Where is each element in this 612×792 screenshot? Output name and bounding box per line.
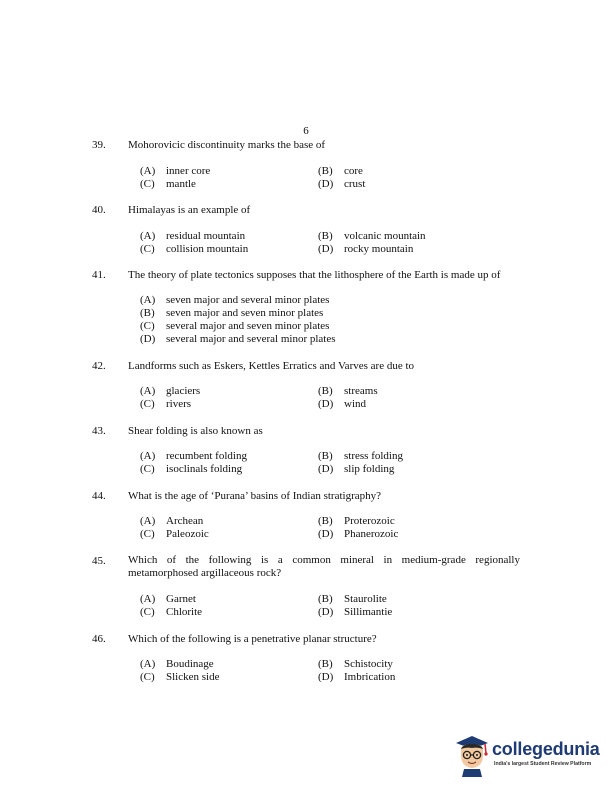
graduate-face-icon <box>452 733 492 777</box>
option-b: (B) streams <box>318 385 378 397</box>
option-b: (B) volcanic mountain <box>318 230 426 242</box>
option-c: (C) isoclinals folding <box>140 463 243 475</box>
logo-wordmark: collegedunia <box>492 739 600 759</box>
option-b: (B) Schistocity <box>318 658 393 670</box>
option-a: (A) residual mountain <box>140 230 246 242</box>
question-46 <box>92 632 522 683</box>
logo-tagline: India's largest Student Review Platform <box>494 761 592 767</box>
page-number: 6 <box>303 125 309 137</box>
option-a: (A) inner core <box>140 165 211 177</box>
option-c: (C) Chlorite <box>140 606 203 618</box>
collegedunia-logo <box>452 733 602 777</box>
question-text: Landforms such as Eskers, Kettles Erratics and Varves are due to <box>128 360 415 372</box>
question-number: 39. <box>92 139 106 151</box>
option-d: (D) Phanerozoic <box>318 528 399 540</box>
option-d: (D) slip folding <box>318 463 395 475</box>
question-41 <box>92 268 522 345</box>
question-number: 44. <box>92 490 106 502</box>
option-c: (C) collision mountain <box>140 243 249 255</box>
option-c: (C) Paleozoic <box>140 528 209 540</box>
option-c: (C) rivers <box>140 398 192 410</box>
option-d: (D) several major and several minor plates <box>140 333 336 345</box>
question-number: 41. <box>92 269 106 281</box>
question-text: Which of the following is a common mineral in medium-grade regionally metamorphosed argillaceous rock? <box>128 554 520 579</box>
option-a: (A) Archean <box>140 515 204 527</box>
option-d: (D) Imbrication <box>318 671 396 683</box>
option-c: (C) mantle <box>140 178 196 190</box>
option-c: (C) Slicken side <box>140 671 220 683</box>
option-a: (A) Boudinage <box>140 658 214 670</box>
option-a: (A) Garnet <box>140 593 196 605</box>
question-text: Mohorovicic discontinuity marks the base of <box>128 139 326 151</box>
question-text: The theory of plate tectonics supposes that the lithosphere of the Earth is made up of <box>128 269 501 281</box>
option-b: (B) Staurolite <box>318 593 387 605</box>
question-40 <box>92 203 522 255</box>
question-number: 42. <box>92 360 106 372</box>
question-number: 46. <box>92 633 106 645</box>
question-39 <box>92 138 522 190</box>
question-text: What is the age of ‘Purana’ basins of Indian stratigraphy? <box>128 490 382 502</box>
option-b: (B) stress folding <box>318 450 403 462</box>
option-a: (A) glaciers <box>140 385 201 397</box>
question-number: 45. <box>92 555 106 567</box>
option-b: (B) seven major and seven minor plates <box>140 307 324 319</box>
option-d: (D) crust <box>318 178 366 190</box>
question-number: 40. <box>92 204 106 216</box>
question-42 <box>92 359 522 410</box>
option-b: (B) core <box>318 165 363 177</box>
option-d: (D) rocky mountain <box>318 243 414 255</box>
option-a: (A) seven major and several minor plates <box>140 294 330 306</box>
question-43 <box>92 424 522 475</box>
question-44 <box>92 489 522 540</box>
question-text: Which of the following is a penetrative planar structure? <box>128 633 377 645</box>
option-d: (D) Sillimantie <box>318 606 393 618</box>
option-a: (A) recumbent folding <box>140 450 247 462</box>
option-b: (B) Proterozoic <box>318 515 395 527</box>
question-text: Shear folding is also known as <box>128 425 263 437</box>
option-c: (C) several major and seven minor plates <box>140 320 330 332</box>
option-d: (D) wind <box>318 398 366 410</box>
question-text: Himalayas is an example of <box>128 204 251 216</box>
question-number: 43. <box>92 425 106 437</box>
question-45 <box>92 554 522 618</box>
